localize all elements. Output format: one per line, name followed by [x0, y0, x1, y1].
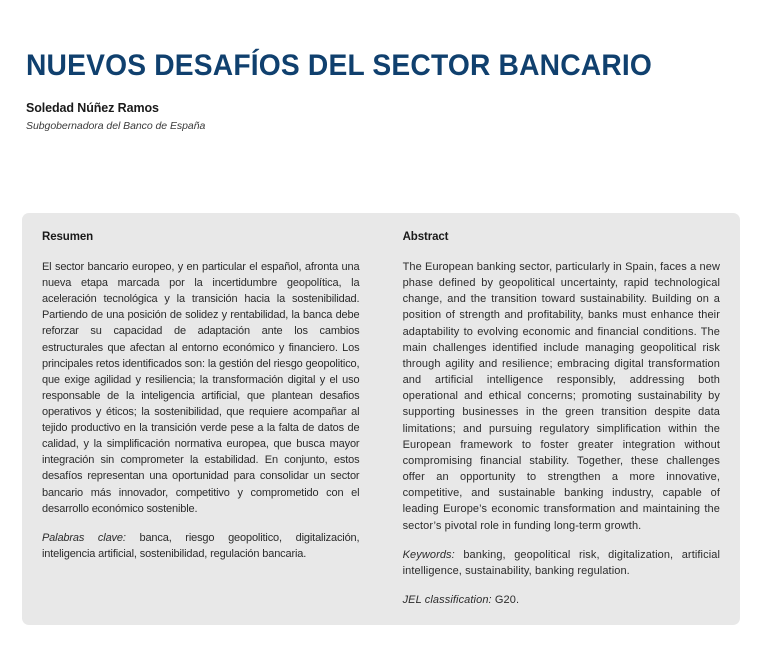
jel-classification-label: JEL classification:: [402, 593, 492, 606]
abstract-keywords-label: Keywords:: [402, 548, 455, 561]
author-affiliation: Subgobernadora del Banco de España: [26, 119, 206, 132]
abstract-body: The European banking sector, particularly in Spain, faces a new phase defined by geopolitical uncertainty, rapid technological change, and the transition toward sustainability. Building on a position of strength and profitability, banks must enhance their adaptability to evolving economic and financial conditions. The main challenges identified include managing geopolitical risk through agility and resilience; embracing digital transformation and artificial intelligence responsibly, addressing both operational and ethical concerns; promoting sustainability by supporting businesses in the green transition despite data limitations; and pursuing regulatory simplification within the European framework to foster greater integration without compromising financial stability. Together, these challenges offer an opportunity to strengthen a more innovative, competitive, and sustainable banking industry, capable of leading Europe’s economic transformation and maintaining the sector’s pivotal role in funding long-term growth.: [402, 261, 720, 532]
author-block: [26, 100, 526, 134]
jel-classification: [403, 592, 720, 608]
column-gap: [371, 231, 390, 611]
author-name: Soledad Núñez Ramos: [26, 101, 159, 115]
abstract-panel: [22, 213, 740, 625]
abstract-columns: [22, 213, 740, 625]
page-title: NUEVOS DESAFÍOS DEL SECTOR BANCARIO: [26, 49, 653, 83]
resumen-keywords-label: Palabras clave:: [42, 531, 126, 544]
abstract-column-spanish: [42, 231, 371, 611]
resumen-keywords-value: banca, riesgo geopolitico, digitalización, inteligencia artificial, sostenibilidad, regulación bancaria.: [42, 531, 360, 560]
resumen-body: El sector bancario europeo, y en particular el español, afronta una nueva etapa marcada por la incertidumbre geopolítica, la aceleración tecnológica y la transición hacia la sostenibilidad. Partiendo de una posición de solidez y rentabilidad, la banca debe reforzar su capacidad de adaptación ante los cambios estructurales que afectan al entorno económico y financiero. Los principales retos identificados son: la gestión del riesgo geopolitico, que exige agilidad y resiliencia; la transformación digital y el uso responsable de la inteligencia artificial, que plantean desafios operativos y éticos; la sostenibilidad, que requiere acompañar al tejido productivo en la transición verde pese a la falta de datos de calidad, y la simplificación normativa europea, que busca mayor integración sin comprometer la estabilidad. En conjunto, estos desafíos representan una oportunidad para consolidar un sector bancario más innovador, competitivo y comprometido con el desarrollo económico sostenible.: [42, 261, 360, 515]
abstract-heading: Abstract: [402, 231, 449, 243]
abstract-column-english: [391, 231, 720, 611]
abstract-keywords: [403, 547, 720, 579]
abstract-keywords-value: banking, geopolitical risk, digitalization, artificial intelligence, sustainability, banking regulation.: [402, 548, 720, 577]
jel-classification-value: G20.: [491, 593, 520, 606]
resumen-keywords: [42, 530, 359, 562]
resumen-heading: Resumen: [42, 231, 94, 243]
